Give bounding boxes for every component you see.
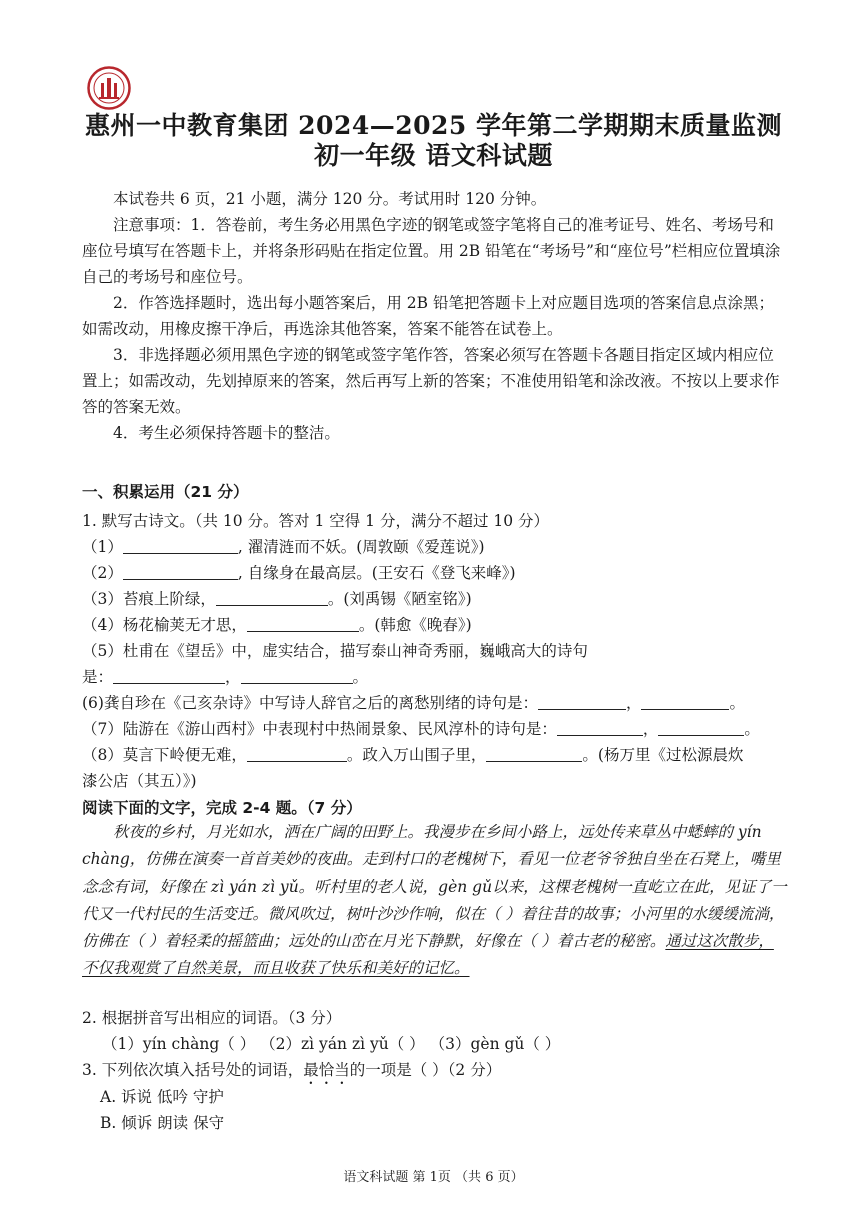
q1-item-5-line2: [82, 665, 792, 687]
instructions-note-4: 4．考生必须保持答题卡的整洁。: [113, 424, 340, 442]
q1-2-blank[interactable]: [123, 564, 238, 580]
q1-item-6: [82, 691, 792, 713]
exam-title-line2: 初一年级 语文科试题: [314, 141, 553, 170]
q1-5-blank-a[interactable]: [113, 668, 225, 684]
section-heading: 一、积累运用（21 分）: [82, 483, 249, 501]
q1-8-blank-b[interactable]: [486, 746, 582, 762]
q1-stem: 1. 默写古诗文。（共 10 分。答对 1 空得 1 分，满分不超过 10 分）: [82, 512, 550, 530]
instructions-note-2: 2．作答选择题时，选出每小题答案后，用 2B 铅笔把答题卡上对应题目选项的答案信息点涂黑；如需改动，用橡皮擦干净后，再选涂其他答案，答案不能答在试卷上。: [82, 294, 774, 338]
page-footer: 语文科试题 第 1页 （共 6 页）: [343, 1170, 524, 1185]
instructions-note-3: 3．非选择题必须用黑色字迹的钢笔或签字笔作答，答案必须写在答题卡各题目指定区域内相应位置上；如需改动，先划掉原来的答案，然后再写上新的答案；不准使用铅笔和涂改液。不按以上要求作答的答案无效。: [82, 346, 780, 416]
q1-item-8-line2: 漆公店（其五）》): [82, 772, 197, 790]
school-logo: [87, 66, 131, 110]
q1-6-comma: ，: [625, 694, 642, 712]
q1-7-blank-b[interactable]: [658, 720, 744, 736]
q1-item-4: [82, 613, 792, 635]
instructions-intro: 本试卷共 6 页，21 小题，满分 120 分。考试用时 120 分钟。: [113, 190, 547, 208]
q1-8-suffix: 。(杨万里《过松源晨炊: [582, 746, 744, 764]
q1-6-blank-a[interactable]: [538, 694, 626, 710]
q1-6-prefix: (6)龚自珍在《己亥杂诗》中写诗人辞官之后的离愁别绪的诗句是：: [82, 694, 538, 712]
q1-1-number: （1）: [82, 538, 123, 556]
passage-underlined-sentence: 通过这次散步，不仅我观赏了自然美景，而且收获了快乐和美好的记忆。: [82, 932, 774, 978]
q1-item-1: [82, 535, 792, 557]
q1-1-blank[interactable]: [123, 538, 238, 554]
q3-stem-emphasis: 最恰当: [303, 1061, 350, 1079]
q1-3-prefix: （3）苔痕上阶绿，: [82, 590, 216, 608]
q1-4-blank[interactable]: [247, 616, 359, 632]
q1-item-5-line1: （5）杜甫在《望岳》中，虚实结合，描写泰山神奇秀丽，巍峨高大的诗句: [82, 642, 588, 660]
reading-heading: 阅读下面的文字，完成 2-4 题。（7 分）: [82, 799, 362, 817]
q1-6-blank-b[interactable]: [641, 694, 729, 710]
q1-8-blank-a[interactable]: [247, 746, 347, 762]
q1-7-blank-a[interactable]: [557, 720, 643, 736]
q1-7-comma: ，: [642, 720, 659, 738]
q1-7-period: 。: [744, 720, 760, 738]
q1-5-blank-b[interactable]: [241, 668, 353, 684]
q1-5-period: 。: [352, 668, 369, 686]
exam-title-line1: 惠州一中教育集团 2024—2025 学年第二学期期末质量监测: [84, 111, 783, 140]
q1-2-text: , 自缘身在最高层。(王安石《登飞来峰》): [237, 564, 516, 582]
q1-8-middle: 。政入万山围子里，: [346, 746, 487, 764]
q1-1-text: , 濯清涟而不妖。(周敦颐《爱莲说》): [237, 538, 485, 556]
q1-5-comma: ，: [225, 668, 241, 686]
q1-7-prefix: （7）陆游在《游山西村》中表现村中热闹景象、民风淳朴的诗句是：: [82, 720, 557, 738]
q3-stem-prefix: 3. 下列依次填入括号处的词语，: [82, 1061, 304, 1079]
q1-item-2: [82, 561, 792, 583]
q1-4-prefix: （4）杨花榆荚无才思，: [82, 616, 247, 634]
instructions-note-1: 注意事项：1．答卷前，考生务必用黑色字迹的钢笔或签字笔将自己的准考证号、姓名、考场号和座位号填写在答题卡上，并将条形码贴在指定位置。用 2B 铅笔在“考场号”和“座位号”栏相应位置填涂自己的考场号和座位号。: [82, 216, 781, 286]
q1-2-number: （2）: [82, 564, 123, 582]
q3-stem-suffix: 的一项是（ ）（2 分）: [349, 1061, 502, 1079]
reading-passage: [82, 819, 788, 983]
q1-6-period: 。: [729, 694, 745, 712]
q1-4-suffix: 。(韩愈《晚春》): [358, 616, 472, 634]
q3-option-b[interactable]: B. 倾诉 朗读 保守: [100, 1114, 225, 1132]
instructions: [82, 186, 788, 446]
q1-item-8-line1: [82, 743, 792, 765]
q3-stem: [82, 1058, 792, 1088]
q1-8-prefix: （8）莫言下岭便无难，: [82, 746, 247, 764]
q2-stem: 2. 根据拼音写出相应的词语。（3 分）: [82, 1009, 342, 1027]
q1-item-7: [82, 717, 792, 739]
q2-items: （1）yín chàng（ ） （2）zì yán zì yǔ（ ） （3）gèn gǔ（ ）: [102, 1035, 561, 1053]
q1-3-suffix: 。(刘禹锡《陋室铭》): [327, 590, 472, 608]
q1-3-blank[interactable]: [216, 590, 328, 606]
q3-option-a[interactable]: A. 诉说 低吟 守护: [100, 1088, 224, 1106]
passage-text: 秋夜的乡村，月光如水，洒在广阔的田野上。我漫步在乡间小路上，远处传来草丛中蟋蟀的 yín chàng，仿佛在演奏一首首美妙的夜曲。走到村口的老槐树下，看见一位老爷爷独自坐在石凳上，嘴里念念有词，好像在 zì yán zì yǔ。听村里的老人说，gèn gǔ以来，这棵老槐树一直屹立在此，见证了一代又一代村民的生活变迁。微风吹过，树叶沙沙作响，似在（ ）着往昔的故事；小河里的水缓缓流淌，仿佛在（ ）着轻柔的摇篮曲；远处的山峦在月光下静默，好像在（ ）着古老的秘密。: [82, 823, 787, 951]
q1-item-3: [82, 587, 792, 609]
q1-5-prefix: 是：: [82, 668, 114, 686]
